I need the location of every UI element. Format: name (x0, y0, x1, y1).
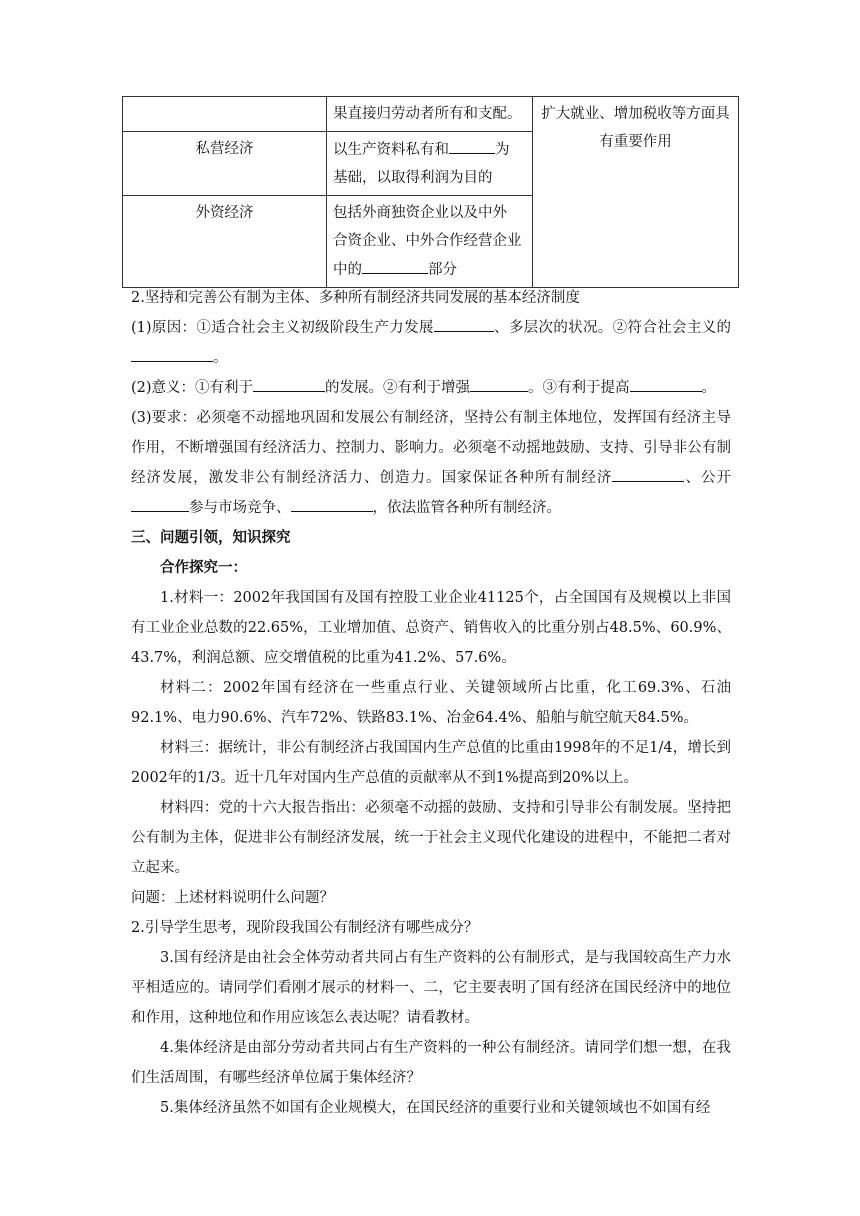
reason-paragraph (131, 313, 731, 373)
fill-blank[interactable] (291, 493, 373, 512)
para-text: 的 (716, 320, 731, 336)
question-5: 5.集体经济虽然不如国有企业规模大，在国民经济的重要行业和关键领域也不如国有经 (160, 1100, 711, 1116)
para-text: 。 (701, 380, 717, 396)
desc-text: 包括外商独资企业以及中外 (333, 205, 507, 221)
para-text: 。③有利于提高 (528, 380, 630, 396)
fill-blank[interactable] (612, 463, 684, 482)
material-4: 材料四：党的十六大报告指出：必须毫不动摇的鼓励、支持和引导非公有制发展。坚持把公有制为主体，促进非公有制经济发展，统一于社会主义现代化建设的进程中，不能把二者对立起来。 (131, 800, 731, 876)
para-text: (1)原因：①适合社会主义初级阶段生产力发展 (131, 320, 434, 336)
fill-blank[interactable] (131, 493, 189, 512)
para-text: ，依法监管各种所有制经济。 (372, 500, 561, 516)
desc-text: 以生产资料私有和 (333, 142, 449, 158)
fill-blank[interactable] (449, 135, 495, 154)
fill-blank[interactable] (362, 255, 428, 274)
requirement-paragraph (131, 403, 731, 523)
para-text: 的发展。②有利于增强 (325, 380, 471, 396)
table-cell-desc: 果直接归劳动者所有和支配。 (327, 97, 533, 132)
table-cell-type: 私营经济 (123, 132, 327, 196)
desc-text: 合资企业、中外合作经营企业 (333, 233, 522, 249)
material-2: 材料二：2002年国有经济在一些重点行业、关键领域所占比重，化工69.3%、石油92.1%、电力90.6%、汽车72%、铁路83.1%、冶金64.4%、船舶与航空航天84.5%。 (131, 680, 731, 726)
material-3: 材料三：据统计，非公有制经济占我国国内生产总值的比重由1998年的不足1/4，增长到2002年的1/3。近十几年对国内生产总值的贡献率从不到1%提高到20%以上。 (131, 740, 731, 786)
para-text: 、多层次的状况。②符合社会主义 (493, 320, 717, 336)
para-text: 。 (213, 350, 228, 366)
section-3-title: 三、问题引领，知识探究 (131, 529, 291, 546)
para-text: (2)意义：①有利于 (131, 380, 254, 396)
question-2: 2.引导学生思考，现阶段我国公有制经济有哪些成分？ (131, 920, 479, 936)
desc-text: 为 (495, 142, 510, 158)
material-1: 1.材料一：2002年我国国有及国有控股工业企业41125个，占全国国有及规模以上非国有工业企业总数的22.65%，工业增加值、总资产、销售收入的比重分别占48.5%、60.9%、43.7%，利润总额、应交增值税的比重为41.2%、57.6%。 (131, 590, 731, 666)
fill-blank[interactable] (434, 313, 494, 332)
table-cell-type: 外资经济 (123, 196, 327, 288)
para-text: 、公开 (684, 470, 732, 486)
economy-table (122, 96, 739, 288)
desc-text: 基础，以取得利润为目的 (333, 170, 493, 186)
desc-text: 中的 (333, 262, 362, 278)
table-cell-desc (327, 132, 533, 196)
question-3: 3.国有经济是由社会全体劳动者共同占有生产资料的公有制形式，是与我国较高生产力水平相适应的。请同学们看刚才展示的材料一、二，它主要表明了国有经济在国民经济中的地位和作用，这种地位和作用应该怎么表达呢？请看教材。 (131, 950, 731, 1026)
para-text: 参与市场竞争、 (189, 500, 291, 516)
fill-blank[interactable] (131, 343, 213, 362)
table-cell-type (123, 97, 327, 132)
para-text: (3)要求：必须毫不动摇地巩固和发展公有制经济，坚持公有制主体地位，发挥国有经济主导作用，不断增强国有经济活力、控制力、影响力。必须毫不动摇地鼓励、支持、引导非公有制经济发展，激发非公有制经济活力、创造力。国家保证各种所有制经济 (131, 410, 731, 486)
fill-blank[interactable] (470, 373, 528, 392)
role-line-1: 扩大就业、增加税收等方面具 (541, 106, 730, 122)
fill-blank[interactable] (630, 373, 702, 392)
fill-blank[interactable] (253, 373, 325, 392)
main-content (131, 283, 731, 1123)
question-4: 4.集体经济是由部分劳动者共同占有生产资料的一种公有制经济。请同学们想一想，在我们生活周围，有哪些经济单位属于集体经济？ (131, 1040, 731, 1086)
desc-text: 部分 (428, 262, 457, 278)
table-row (123, 97, 739, 132)
question-1: 问题：上述材料说明什么问题？ (131, 890, 334, 906)
table-cell-role (533, 97, 739, 288)
coop-title: 合作探究一： (160, 559, 247, 576)
table-cell-desc (327, 196, 533, 288)
role-line-2: 有重要作用 (599, 134, 672, 150)
section-2-title: 2.坚持和完善公有制为主体、多种所有制经济共同发展的基本经济制度 (131, 290, 580, 306)
meaning-paragraph (131, 373, 731, 403)
